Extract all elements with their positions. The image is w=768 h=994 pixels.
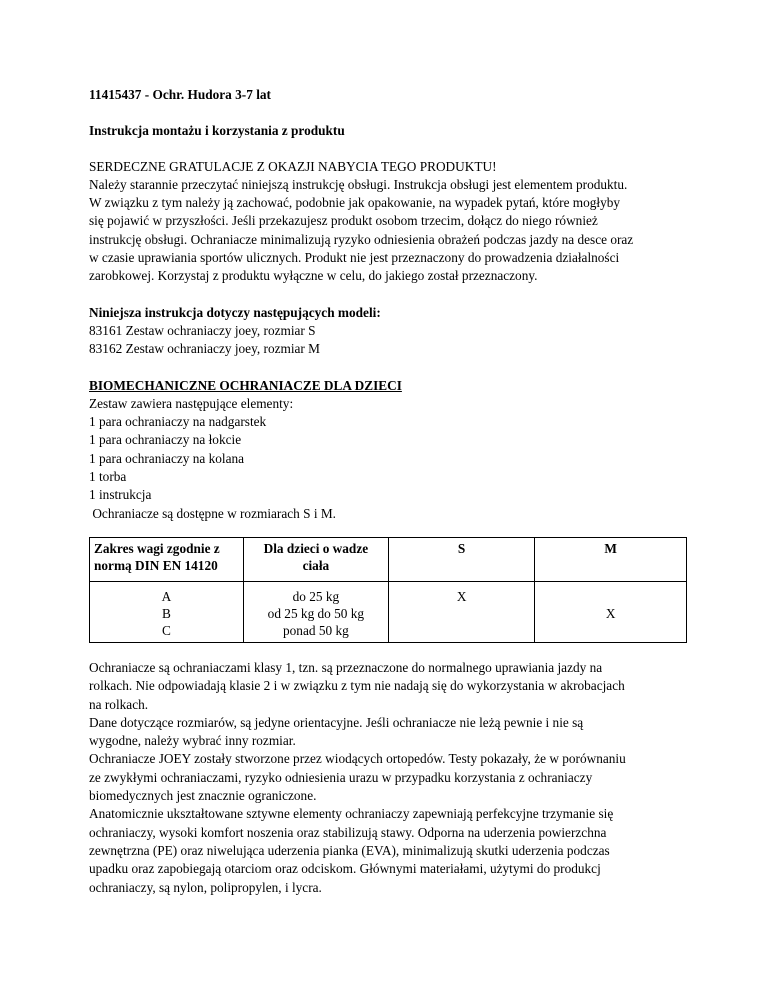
set-item: 1 para ochraniaczy na łokcie	[89, 432, 242, 448]
intro-heading: SERDECZNE GRATULACJE Z OKAZJI NABYCIA TEGO PRODUKTU!	[89, 158, 497, 174]
body-line: Ochraniacze JOEY zostały stworzone przez wiodących ortopedów. Testy pokazały, że w porównaniu	[89, 751, 626, 767]
models-heading: Niniejsza instrukcja dotyczy następujących modeli:	[89, 304, 381, 320]
child-weight-header-line: Dla dzieci o wadze	[263, 540, 369, 556]
weight-class: B	[162, 605, 171, 621]
body-line: upadku oraz zapobiegają otarciom oraz odciskom. Głównymi materiałami, użytymi do produkcj	[89, 861, 601, 877]
intro-paragraph	[89, 176, 689, 286]
product-line-title: 11415437 - Ochr. Hudora 3-7 lat	[89, 87, 271, 102]
weight-class: A	[161, 588, 172, 604]
model-item: 83161 Zestaw ochraniaczy joey, rozmiar S	[89, 322, 316, 338]
sizes-note: Ochraniacze są dostępne w rozmiarach S i M.	[89, 505, 337, 521]
set-item: 1 instrukcja	[89, 487, 152, 503]
body-paragraphs	[89, 659, 689, 897]
child-weight-header	[243, 537, 388, 581]
body-line: zewnętrzna (PE) oraz niwelująca uderzenia pianka (EVA), minimalizują skutki uderzenia podczas	[89, 842, 610, 858]
intro-line: zarobkowej. Korzystaj z produktu wyłączne w celu, do jakiego został przeznaczony.	[89, 268, 538, 284]
size-m-cell	[535, 581, 687, 642]
size-table-body-row	[90, 581, 687, 642]
body-line: Ochraniacze są ochraniaczami klasy 1, tzn. są przeznaczone do normalnego uprawiania jazdy na	[89, 659, 603, 675]
size-s-header: S	[388, 537, 535, 581]
body-line: rolkach. Nie odpowiadają klasie 2 i w związku z tym nie nadają się do wykorzystania w akrobacjach	[89, 678, 625, 694]
document-page	[89, 86, 689, 897]
size-m-header: M	[535, 537, 687, 581]
intro-line: się pojawić w przyszłości. Jeśli przekazujesz produkt osobom trzecim, dołącz do niego również	[89, 213, 598, 229]
body-line: ochraniaczy, są nylon, polipropylen, i lycra.	[89, 879, 322, 895]
intro-line: instrukcję obsługi. Ochraniacze minimalizują ryzyko odniesienia obrażeń podczas jazdy na desce oraz	[89, 231, 634, 247]
set-item: 1 para ochraniaczy na nadgarstek	[89, 414, 267, 430]
size-s-cell	[388, 581, 535, 642]
model-item: 83162 Zestaw ochraniaczy joey, rozmiar M	[89, 341, 321, 357]
document-subtitle: Instrukcja montażu i korzystania z produktu	[89, 123, 345, 139]
intro-line: Należy starannie przeczytać niniejszą instrukcję obsługi. Instrukcja obsługi jest elementem produktu.	[89, 176, 628, 192]
size-table	[89, 537, 687, 643]
set-item: 1 torba	[89, 469, 127, 485]
weight-range-header	[90, 537, 244, 581]
size-s-mark: X	[456, 588, 467, 604]
body-line: wygodne, należy wybrać inny rozmiar.	[89, 733, 296, 749]
weight-range-header-line: Zakres wagi zgodnie z	[94, 540, 220, 556]
child-weight-cell	[243, 581, 388, 642]
size-table-header-row	[90, 537, 687, 581]
child-weight-header-line: ciała	[302, 557, 330, 573]
set-intro: Zestaw zawiera następujące elementy:	[89, 395, 294, 411]
body-line: Anatomicznie ukształtowane sztywne elementy ochraniaczy zapewniają perfekcyjne trzymanie się	[89, 806, 614, 822]
intro-line: w czasie uprawiania sportów ulicznych. Produkt nie jest przeznaczony do prowadzenia działalności	[89, 250, 620, 266]
child-weight: od 25 kg do 50 kg	[267, 605, 365, 621]
body-line: ochraniaczy, wysoki komfort noszenia oraz stabilizują stawy. Odporna na uderzenia powierzchna	[89, 824, 607, 840]
body-line: ze zwykłymi ochraniaczami, ryzyko odniesienia urazu w przypadku korzystania z ochraniaczy	[89, 769, 593, 785]
size-m-mark: X	[605, 605, 616, 621]
weight-class: C	[162, 622, 171, 638]
child-weight: ponad 50 kg	[283, 622, 349, 638]
body-line: Dane dotyczące rozmiarów, są jedyne orientacyjne. Jeśli ochraniacze nie leżą pewnie i nie są	[89, 714, 584, 730]
body-line: biomedycznych jest znacznie ograniczone.	[89, 788, 317, 804]
weight-class-cell	[90, 581, 244, 642]
child-weight: do 25 kg	[292, 588, 340, 604]
body-line: na rolkach.	[89, 696, 149, 712]
weight-range-header-line: normą DIN EN 14120	[94, 557, 218, 573]
set-heading: BIOMECHANICZNE OCHRANIACZE DLA DZIECI	[89, 377, 402, 393]
intro-line: W związku z tym należy ją zachować, podobnie jak opakowanie, na wypadek pytań, które mogłyby	[89, 195, 621, 211]
set-item: 1 para ochraniaczy na kolana	[89, 450, 245, 466]
